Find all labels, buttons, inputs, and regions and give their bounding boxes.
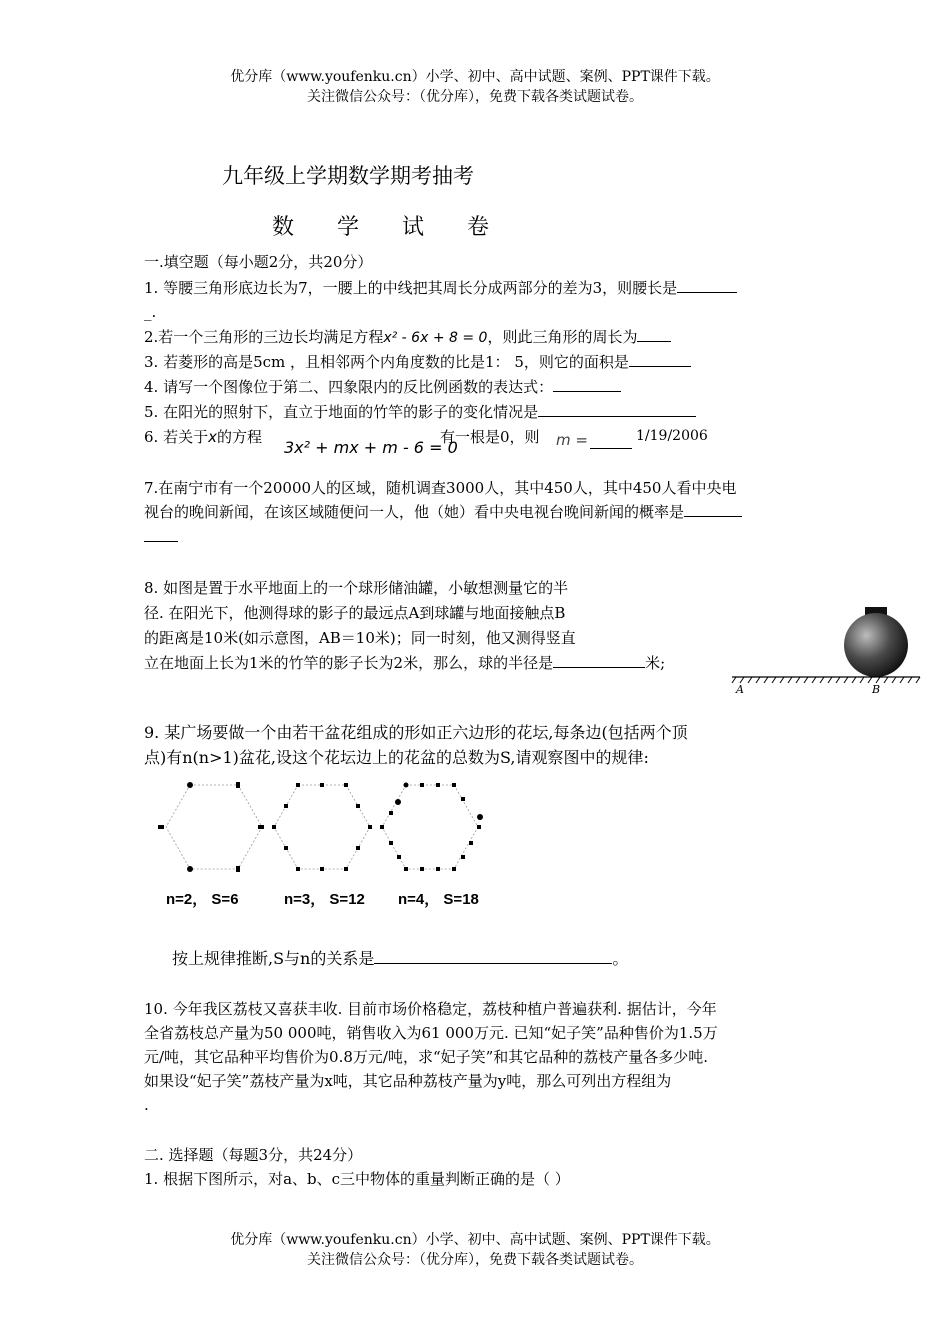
answer-blank-7-cont[interactable] <box>144 525 178 542</box>
question-5 <box>144 400 696 424</box>
footer-line-1: 优分库（www.youfenku.cn）小学、初中、高中试题、案例、PPT课件下载。 <box>230 1232 720 1248</box>
question-6-text-a: 6. 若关于 <box>144 428 209 446</box>
hexagon-caption-n4: n=4， S=18 <box>398 891 479 908</box>
question-9-rule <box>172 947 628 971</box>
question-9-line-2: 点)有n(n>1)盆花,设这个花坛边上的花盆的总数为S,请观察图中的规律: <box>144 748 649 767</box>
question-1-text: 1. 等腰三角形底边长为7，一腰上的中线把其周长分成两部分的差为3，则腰长是 <box>144 279 678 297</box>
page-title: 九年级上学期数学期考抽考 <box>222 164 474 188</box>
question-2-equation: x² - 6x + 8 = 0 <box>383 330 488 346</box>
question-7-line-2 <box>144 500 742 524</box>
answer-blank-8[interactable] <box>553 651 645 668</box>
question-8-line-2: 径. 在阳光下，他测得球的影子的最远点A到球罐与地面接触点B <box>144 604 566 622</box>
page-subtitle: 数 学 试 卷 <box>272 215 507 240</box>
question-8-unit: 米; <box>645 654 666 672</box>
spherical-tank <box>844 613 908 677</box>
question-6-text-c: 有一根是0，则 <box>440 428 540 446</box>
question-2 <box>144 325 671 350</box>
answer-blank-9[interactable] <box>374 947 612 964</box>
question-4-text: 4. 请写一个图像位于第二、四象限内的反比例函数的表达式： <box>144 378 554 396</box>
section2-heading: 二. 选择题（每题3分，共24分） <box>144 1146 363 1164</box>
answer-blank-2[interactable] <box>637 325 671 342</box>
answer-blank-1[interactable] <box>677 276 737 293</box>
answer-blank-5[interactable] <box>538 400 696 417</box>
oil-tank-figure <box>730 605 930 700</box>
footer-line-2: 关注微信公众号：（优分库），免费下载各类试题试卷。 <box>307 1252 643 1268</box>
answer-blank-3[interactable] <box>629 350 691 367</box>
question-9-line-1: 9. 某广场要做一个由若干盆花组成的形如正六边形的花坛,每条边(包括两个顶 <box>144 723 688 742</box>
question-7-text: 视台的晚间新闻，在该区域随便问一人，他（她）看中央电视台晚间新闻的概率是 <box>144 503 685 521</box>
answer-blank-7[interactable] <box>684 500 742 517</box>
question-10-line-5: . <box>144 1096 149 1114</box>
question-10-line-2: 全省荔枝总产量为50 000吨，销售收入为61 000万元. 已知“妃子笑”品种售价为1.5万 <box>144 1024 718 1042</box>
hexagon-caption-n2: n=2， S=6 <box>166 891 239 908</box>
question-6 <box>144 425 262 449</box>
question-5-text: 5. 在阳光的照射下，直立于地面的竹竿的影子的变化情况是 <box>144 403 539 421</box>
question-1-end: _. <box>144 303 157 321</box>
label-a: A <box>736 683 744 696</box>
question-3 <box>144 350 691 374</box>
answer-blank-6[interactable] <box>590 432 632 449</box>
question-9-rule-text: 按上规律推断,S与n的关系是 <box>172 949 375 968</box>
question-8-line-3: 的距离是10米(如示意图，AB＝10米)；同一时刻，他又测得竖直 <box>144 629 576 647</box>
question-8-line-4 <box>144 651 665 675</box>
label-b: B <box>872 683 881 696</box>
answer-blank-4[interactable] <box>553 375 621 392</box>
hexagon-n4 <box>380 783 483 872</box>
question-1 <box>144 276 737 300</box>
question-6-date: 1/19/2006 <box>636 428 708 444</box>
question-2-text-b: ，则此三角形的周长为 <box>487 328 638 346</box>
question-7-line-1: 7.在南宁市有一个20000人的区域，随机调查3000人，其中450人，其中450人看中央电 <box>144 479 737 497</box>
hexagon-n2 <box>158 782 264 872</box>
question-2-text-a: 2.若一个三角形的三边长均满足方程 <box>144 328 384 346</box>
hexagon-caption-n3: n=3， S=12 <box>284 891 365 908</box>
question-9-end: 。 <box>612 949 629 968</box>
question-6-var-x: x <box>208 428 217 446</box>
section1-heading: 一.填空题（每小题2分，共20分） <box>144 253 373 271</box>
question-3-text: 3. 若菱形的高是5cm ，且相邻两个内角度数的比是1： 5，则它的面积是 <box>144 353 629 371</box>
hexagon-pattern-figure <box>150 775 500 885</box>
question-6-text-b: 的方程 <box>216 428 262 446</box>
header-line-2: 关注微信公众号：（优分库），免费下载各类试题试卷。 <box>307 89 643 105</box>
question-8-line-1: 8. 如图是置于水平地面上的一个球形储油罐，小敏想测量它的半 <box>144 579 569 597</box>
question-10-line-1: 10. 今年我区荔枝又喜获丰收. 目前市场价格稳定，荔枝种植户普遍获利. 据估计，今年 <box>144 1000 717 1018</box>
hexagon-n3 <box>272 783 372 871</box>
question-4 <box>144 375 621 399</box>
header-line-1: 优分库（www.youfenku.cn）小学、初中、高中试题、案例、PPT课件下载。 <box>230 69 720 85</box>
question-8-text: 立在地面上长为1米的竹竿的影子长为2米，那么，球的半径是 <box>144 654 554 672</box>
question-6-equation: 3x² + mx + m - 6 = 0 <box>284 438 458 457</box>
question-6-var-m: m = <box>556 431 588 449</box>
section2-question-1: 1. 根据下图所示，对a、b、c三中物体的重量判断正确的是（ ） <box>144 1170 570 1188</box>
question-10-line-3: 元/吨，其它品种平均售价为0.8万元/吨，求“妃子笑”和其它品种的荔枝产量各多少吨. <box>144 1048 709 1066</box>
question-10-line-4: 如果设“妃子笑”荔枝产量为x吨，其它品种荔枝产量为y吨，那么可列出方程组为 <box>144 1072 672 1090</box>
ground-hatching <box>732 677 920 683</box>
